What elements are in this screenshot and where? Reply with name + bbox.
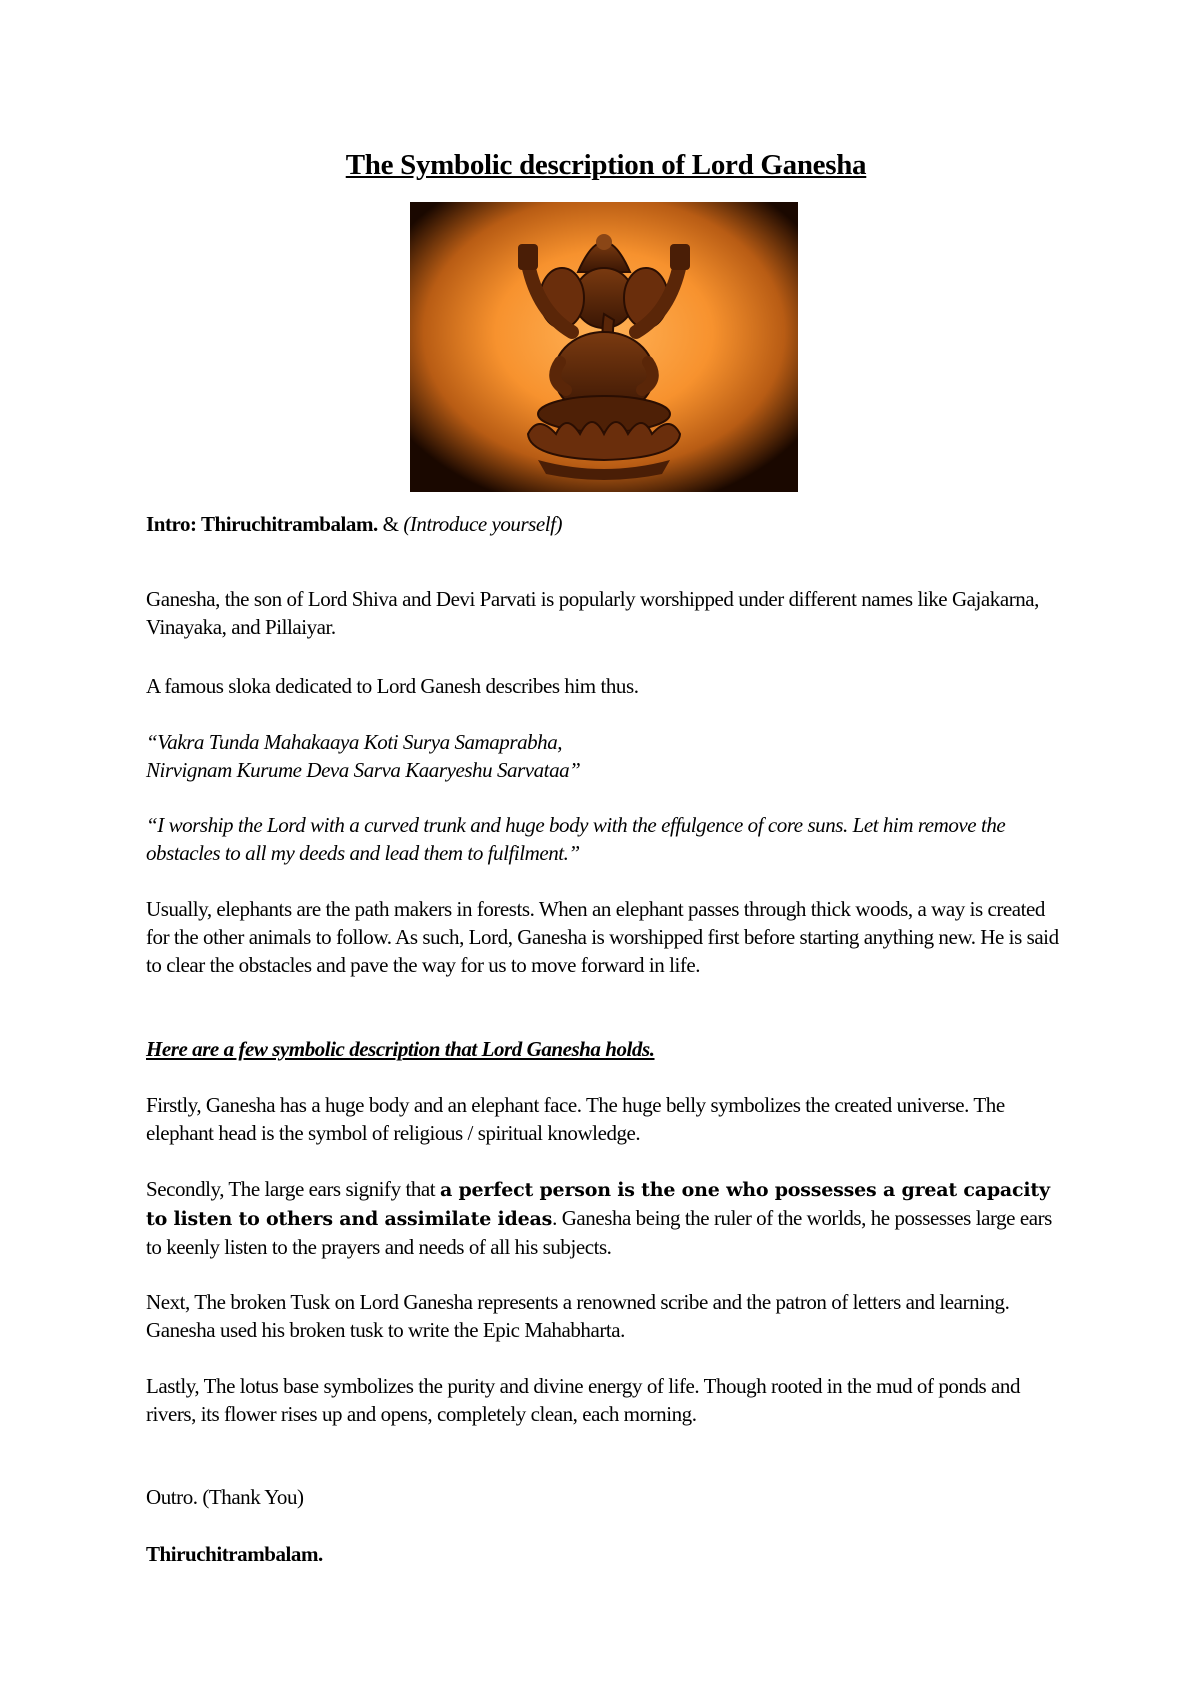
- intro-amp: &: [377, 512, 404, 536]
- secondly-text-a: Secondly, The large ears signify that: [146, 1177, 440, 1201]
- paragraph-next: Next, The broken Tusk on Lord Ganesha represents a renowned scribe and the patron of letters and learning. Ganesha used his broken tusk to write the Epic Mahabharta.: [146, 1290, 1010, 1342]
- sloka-translation: “I worship the Lord with a curved trunk and huge body with the effulgence of core suns. Let him remove the obstacles to all my deeds and lead them to fulfilment.”: [146, 813, 1006, 865]
- paragraph-ganesha-intro: Ganesha, the son of Lord Shiva and Devi Parvati is popularly worshipped under different names like Gajakarna, Vinayaka, and Pillaiyar.: [146, 587, 1039, 639]
- section-heading: Here are a few symbolic description that Lord Ganesha holds.: [146, 1037, 655, 1061]
- intro-label: Intro: Thiruchitrambalam.: [146, 512, 378, 536]
- paragraph-secondly: [146, 1175, 1066, 1261]
- paragraph-lastly: Lastly, The lotus base symbolizes the purity and divine energy of life. Though rooted in the mud of ponds and rivers, its flower rises up and opens, completely clean, each morning.: [146, 1374, 1021, 1426]
- outro-line: Outro. (Thank You): [146, 1485, 304, 1509]
- secondly-emphasis: a perfect person is the one who possesses a great capacity to listen to others and assimilate ideas: [146, 1179, 1050, 1230]
- closing-line: Thiruchitrambalam.: [146, 1542, 323, 1566]
- ganesha-idol-image: [410, 202, 798, 492]
- intro-note: (Introduce yourself): [403, 512, 563, 536]
- paragraph-path-makers: Usually, elephants are the path makers in forests. When an elephant passes through thick woods, a way is created for the other animals to follow. As such, Lord, Ganesha is worshipped first before starting anything new. He is said to clear the obstacles and pave the way for us to move forward in life.: [146, 897, 1059, 977]
- document-title: The Symbolic description of Lord Ganesha: [345, 149, 867, 181]
- intro-line: [146, 510, 1066, 538]
- ganesha-illustration: [410, 202, 798, 492]
- secondly-text-b: . Ganesha being the ruler of the worlds, he possesses large ears to keenly listen to the prayers and needs of all his subjects.: [146, 1206, 1052, 1259]
- paragraph-firstly: Firstly, Ganesha has a huge body and an elephant face. The huge belly symbolizes the created universe. The elephant head is the symbol of religious / spiritual knowledge.: [146, 1093, 1005, 1145]
- paragraph-sloka-intro: A famous sloka dedicated to Lord Ganesh describes him thus.: [146, 674, 639, 698]
- sloka-line-1: “Vakra Tunda Mahakaaya Koti Surya Samaprabha,: [146, 730, 563, 754]
- sloka-line-2: Nirvignam Kurume Deva Sarva Kaaryeshu Sarvataa”: [146, 758, 581, 782]
